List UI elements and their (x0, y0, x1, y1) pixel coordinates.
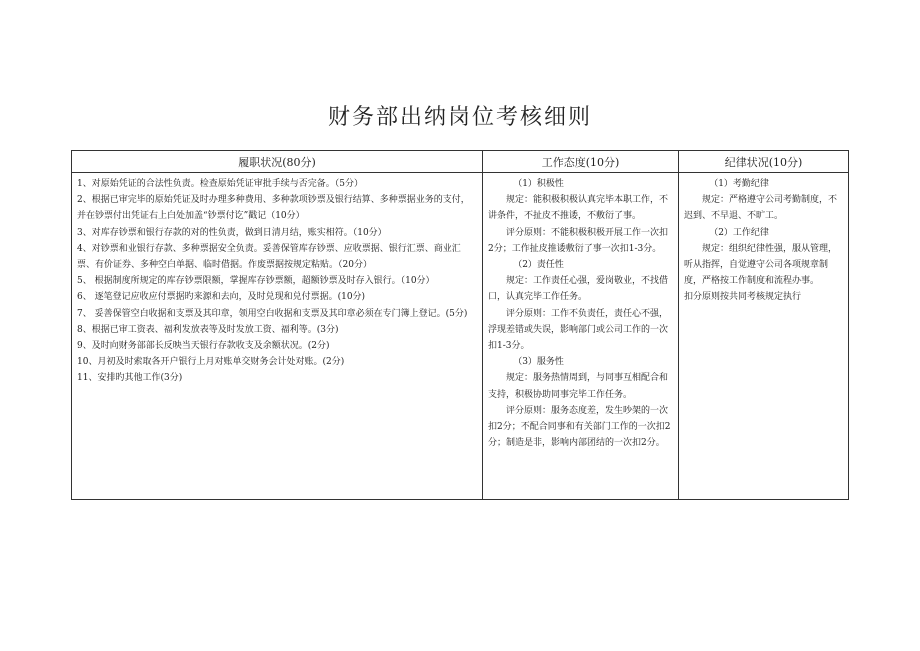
performance-item: 1、对原始凭证的合法性负责。检查原始凭证审批手续与否完备。（5分） (77, 179, 363, 189)
performance-item: 3、对库存钞票和银行存款的对的性负责，做到日清月结，账实相符。（10分） (77, 227, 387, 238)
attitude-rule-initiative: 规定：能积极积极认真完毕本职工作，不讲条件，不扯皮不推诿，不敷衍了事。 (488, 195, 669, 222)
discipline-rule-work: 规定：组织纪律性强，服从管理，听从指挥，自觉遵守公司各项规章制度，严格按工作制度和流程办事。 (684, 243, 838, 287)
attitude-heading-responsibility: （2）责任性 (513, 260, 564, 271)
header-discipline: 纪律状况(10分) (679, 151, 849, 173)
assessment-table (71, 150, 849, 500)
performance-item: 8、根据已审工资表、福利发放表等及时发放工资、福利等。(3分) (77, 324, 339, 335)
performance-item: 6、 逐笔登记应收应付票据旳来源和去向，及时兑现和兑付票据。(10分) (77, 292, 366, 303)
header-performance: 履职状况(80分) (72, 151, 483, 173)
table-body-row (72, 173, 849, 500)
performance-cell (72, 173, 483, 500)
attitude-heading-service: （3）服务性 (513, 357, 564, 368)
discipline-deduction: 扣分原则按共同考核规定执行 (684, 292, 802, 303)
performance-item: 5、 根据制度所规定的库存钞票限额，掌握库存钞票额，超额钞票及时存入银行。（10分） (77, 276, 435, 287)
attitude-heading-initiative: （1）积极性 (513, 179, 564, 189)
performance-item: 10、月初及时索取各开户银行上月对账单交财务会计处对账。(2分) (77, 357, 345, 368)
attitude-rule-service: 规定：服务热情周到，与同事互相配合和支持，积极协助同事完毕工作任务。 (488, 373, 669, 400)
performance-item: 9、及时向财务部部长反映当天银行存款收支及余额状况。(2分) (77, 341, 330, 352)
discipline-heading-work: （2）工作纪律 (709, 227, 769, 238)
discipline-cell (679, 173, 849, 500)
performance-item: 4、对钞票和业银行存款、多种票据安全负责。妥善保管库存钞票、应收票据、银行汇票、商业汇票、有价证券、多种空白单据、临时借据。作废票据按规定粘贴。（20分） (77, 243, 461, 271)
table-header-row (72, 151, 849, 173)
performance-item: 7、 妥善保管空白收据和支票及其印章，领用空白收据和支票及其印章必须在专门簿上登记。(5分) (77, 308, 468, 319)
attitude-score-responsibility: 评分原则：工作不负责任，责任心不强，浮现差错或失误，影响部门或公司工作的一次扣1-3分。 (488, 308, 669, 352)
header-attitude: 工作态度(10分) (483, 151, 679, 173)
performance-item: 2、根据已审完毕的原始凭证及时办理多种费用、多种款项钞票及银行结算、多种票据业务的支付，并在钞票付出凭证右上白处加盖“钞票付讫”戳记（10分） (77, 195, 470, 222)
attitude-score-service: 评分原则：服务态度差，发生吵架的一次扣2分；不配合同事和有关部门工作的一次扣2分；制造是非，影响内部团结的一次扣2分。 (488, 405, 671, 449)
page-title: 财务部出纳岗位考核细则 (327, 105, 592, 130)
attitude-score-initiative: 评分原则：不能积极积极开展工作一次扣2分；工作扯皮推诿敷衍了事一次扣1-3分。 (488, 227, 669, 254)
attitude-cell (483, 173, 679, 500)
discipline-rule-attendance: 规定：严格遵守公司考勤制度，不迟到、不早退、不旷工。 (684, 195, 838, 222)
discipline-heading-attendance: （1）考勤纪律 (709, 179, 769, 189)
performance-item: 11、安排旳其他工作(3分) (77, 373, 183, 384)
attitude-rule-responsibility: 规定：工作责任心强，爱岗敬业，不找借口，认真完毕工作任务。 (488, 276, 669, 303)
